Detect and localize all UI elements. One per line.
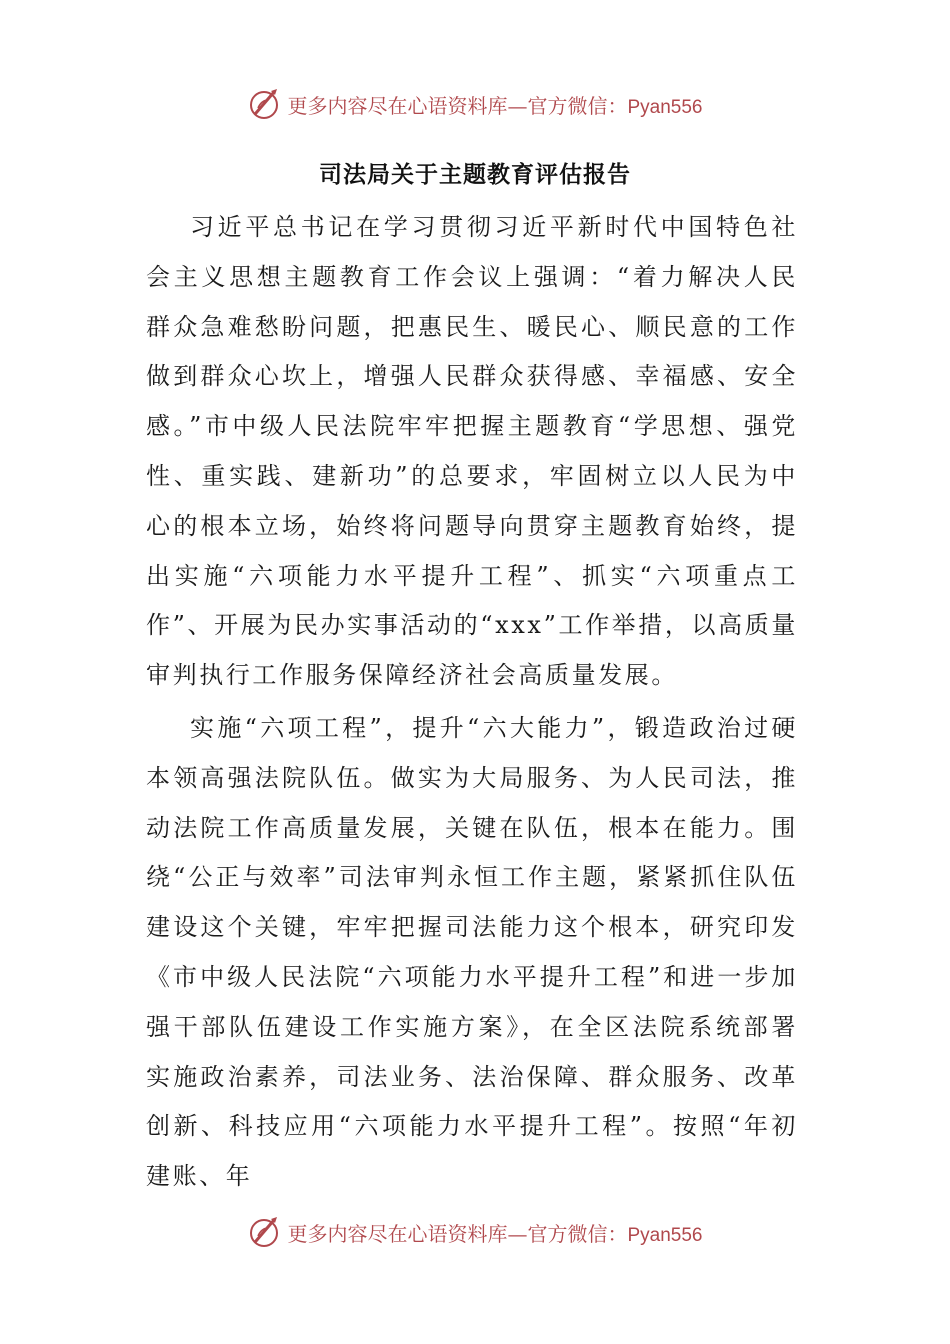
watermark-footer: [0, 1212, 950, 1252]
pen-circle-logo-icon: [247, 86, 283, 122]
watermark-text: [287, 90, 702, 119]
watermark-text: [287, 1218, 702, 1247]
watermark-text-cn: 更多内容尽在心语资料库—官方微信：: [287, 93, 628, 118]
document-body: [146, 203, 798, 1202]
document-title: 司法局关于主题教育评估报告: [319, 161, 631, 188]
watermark-wechat-id: Pyan556: [627, 1224, 703, 1246]
paragraph-1: 习近平总书记在学习贯彻习近平新时代中国特色社会主义思想主题教育工作会议上强调：“着力解决人民群众急难愁盼问题，把惠民生、暖民心、顺民意的工作做到群众心坎上，增强人民群众获得感、幸福感、安全感。”市中级人民法院牢牢把握主题教育“学思想、强党性、重实践、建新功”的总要求，牢固树立以人民为中心的根本立场，始终将问题导向贯穿主题教育始终，提出实施“六项能力水平提升工程”、抓实“六项重点工作”、开展为民办实事活动的“xxx”工作举措，以高质量审判执行工作服务保障经济社会高质量发展。: [146, 213, 798, 690]
paragraph-2: 实施“六项工程”，提升“六大能力”，锻造政治过硬本领高强法院队伍。做实为大局服务、为人民司法，推动法院工作高质量发展，关键在队伍，根本在能力。围绕“公正与效率”司法审判永恒工作主题，紧紧抓住队伍建设这个关键，牢牢把握司法能力这个根本，研究印发《市中级人民法院“六项能力水平提升工程”和进一步加强干部队伍建设工作实施方案》，在全区法院系统部署实施政治素养，司法业务、法治保障、群众服务、改革创新、科技应用“六项能力水平提升工程”。按照“年初建账、年: [146, 713, 798, 1191]
pen-circle-logo-icon: [247, 1214, 283, 1250]
watermark-text-cn: 更多内容尽在心语资料库—官方微信：: [287, 1221, 628, 1246]
watermark-header: [0, 84, 950, 124]
watermark-wechat-id: Pyan556: [627, 96, 703, 118]
